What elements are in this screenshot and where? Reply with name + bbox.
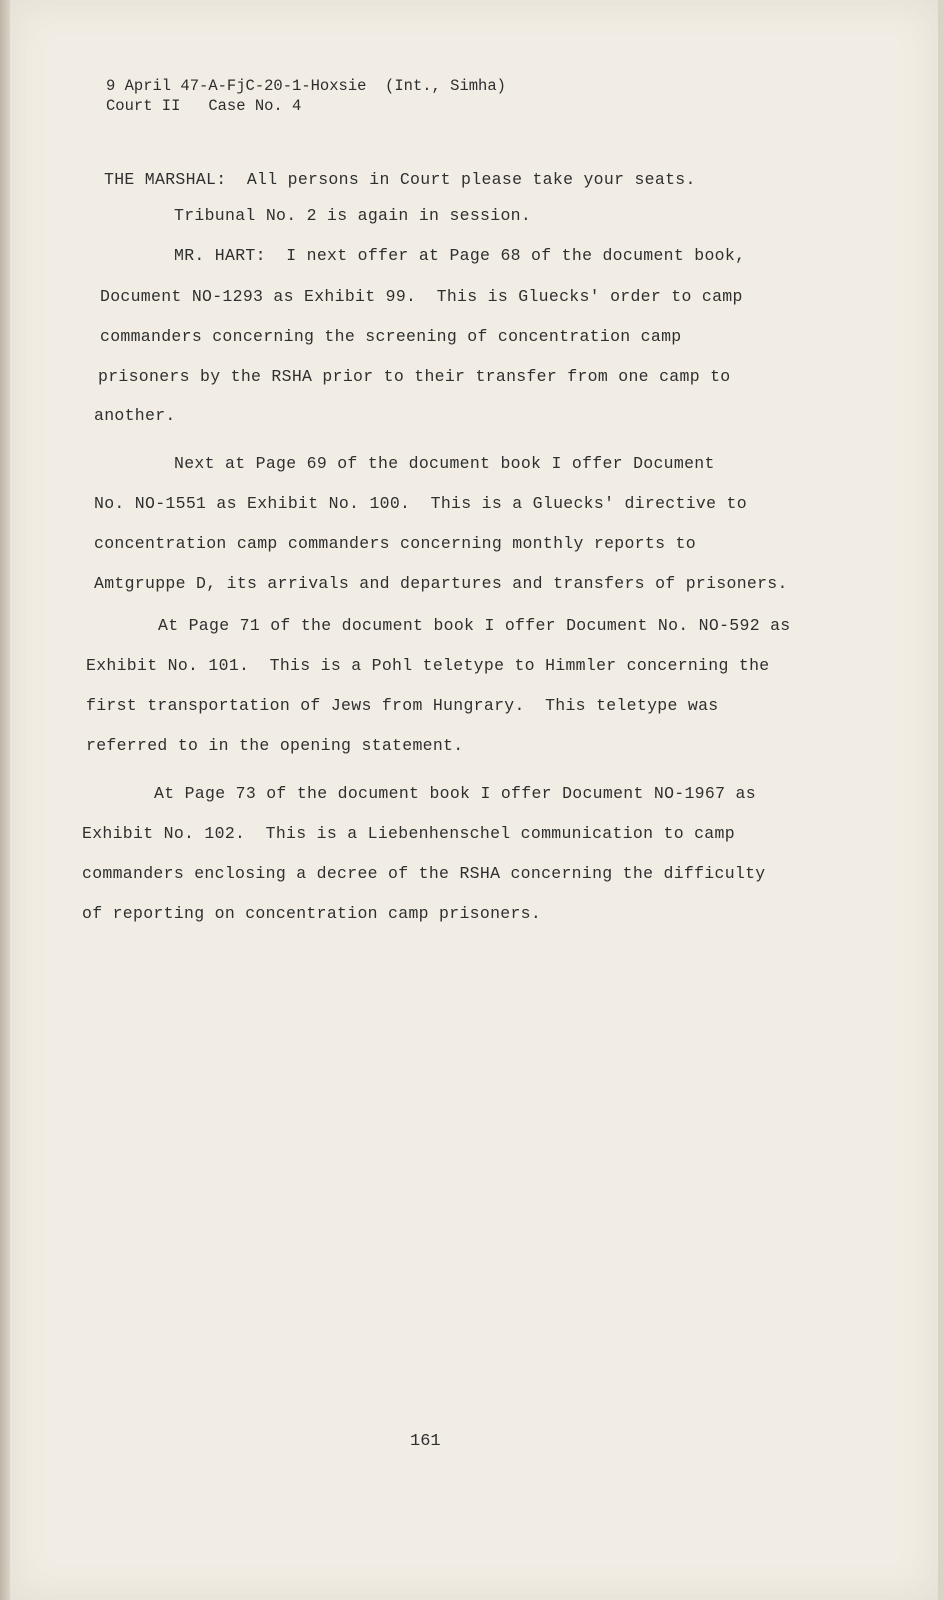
body-line: Next at Page 69 of the document book I offer Document xyxy=(174,454,715,473)
body-line: commanders concerning the screening of concentration camp xyxy=(100,327,682,346)
body-line: of reporting on concentration camp prisoners. xyxy=(82,904,542,923)
body-line: Amtgruppe D, its arrivals and departures and transfers of prisoners. xyxy=(94,574,788,593)
header-date-line: 9 April 47-A-FjC-20-1-Hoxsie (Int., Simha) xyxy=(106,77,506,95)
document-header xyxy=(106,76,506,116)
body-line: another. xyxy=(94,406,176,425)
header-court-line: Court II Case No. 4 xyxy=(106,97,302,115)
body-line: Document NO-1293 as Exhibit 99. This is Gluecks' order to camp xyxy=(100,287,743,306)
body-line: Exhibit No. 102. This is a Liebenhenschel communication to camp xyxy=(82,824,735,843)
body-line: No. NO-1551 as Exhibit No. 100. This is a Gluecks' directive to xyxy=(94,494,747,513)
body-line: first transportation of Jews from Hungrary. This teletype was xyxy=(86,696,719,715)
body-line: At Page 73 of the document book I offer Document NO-1967 as xyxy=(154,784,756,803)
body-line: Exhibit No. 101. This is a Pohl teletype to Himmler concerning the xyxy=(86,656,770,675)
body-line: referred to in the opening statement. xyxy=(86,736,464,755)
document-page xyxy=(10,0,938,1600)
page-number: 161 xyxy=(410,1432,441,1451)
body-line: Tribunal No. 2 is again in session. xyxy=(174,206,532,225)
body-line: MR. HART: I next offer at Page 68 of the document book, xyxy=(174,246,746,265)
page-edge-shadow xyxy=(0,0,10,1600)
body-line: prisoners by the RSHA prior to their transfer from one camp to xyxy=(98,367,731,386)
body-line: concentration camp commanders concerning monthly reports to xyxy=(94,534,696,553)
body-line: At Page 71 of the document book I offer Document No. NO-592 as xyxy=(158,616,791,635)
body-line: THE MARSHAL: All persons in Court please take your seats. xyxy=(104,170,696,189)
body-line: commanders enclosing a decree of the RSHA concerning the difficulty xyxy=(82,864,766,883)
